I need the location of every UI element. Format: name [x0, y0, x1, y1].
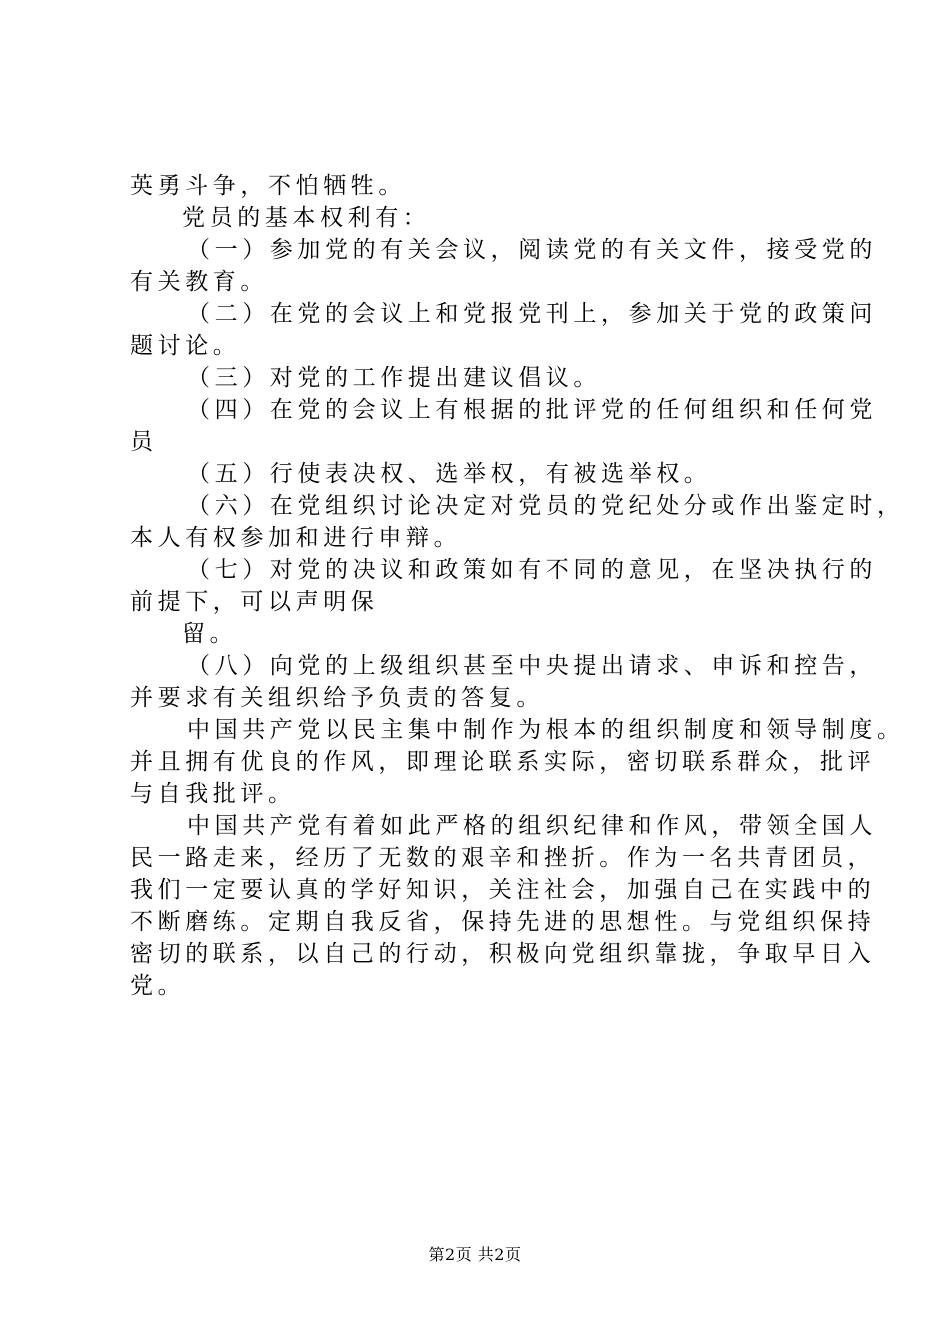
- text-line: 英勇斗争，不怕牺牲。: [130, 173, 406, 199]
- text-line: 党员的基本权利有：: [182, 205, 431, 231]
- text-line: 与自我批评。: [130, 781, 296, 807]
- text-line: （二）在党的会议上和党报党刊上，参加关于党的政策问: [187, 301, 877, 327]
- text-line: 本人有权参加和进行申辩。: [130, 525, 462, 551]
- text-line: 中国共产党以民主集中制作为根本的组织制度和领导制度。: [187, 717, 905, 743]
- text-line: （一）参加党的有关会议，阅读党的有关文件，接受党的: [187, 237, 877, 263]
- text-line: 密切的联系，以自己的行动，积极向党组织靠拢，争取早日入: [130, 941, 876, 967]
- text-line: （四）在党的会议上有根据的批评党的任何组织和任何党: [187, 397, 877, 423]
- text-line: 不断磨练。定期自我反省，保持先进的思想性。与党组织保持: [130, 909, 876, 935]
- text-line: 题讨论。: [130, 333, 241, 359]
- document-body: [130, 170, 905, 1002]
- text-line: 我们一定要认真的学好知识，关注社会，加强自己在实践中的: [130, 877, 876, 903]
- text-line: （八）向党的上级组织甚至中央提出请求、申诉和控告，: [187, 653, 877, 679]
- text-line: 留。: [182, 621, 238, 647]
- text-line: （五）行使表决权、选举权，有被选举权。: [187, 461, 712, 487]
- text-line: （三）对党的工作提出建议倡议。: [187, 365, 601, 391]
- text-line: （六）在党组织讨论决定对党员的党纪处分或作出鉴定时，: [187, 493, 905, 519]
- text-line: 前提下，可以声明保: [130, 589, 379, 615]
- text-line: 有关教育。: [130, 269, 268, 295]
- page-footer: 第2页 共2页: [428, 1245, 522, 1264]
- text-line: （七）对党的决议和政策如有不同的意见，在坚决执行的: [187, 557, 877, 583]
- text-line: 并要求有关组织给予负责的答复。: [130, 685, 544, 711]
- text-line: 党。: [130, 973, 186, 999]
- text-line: 并且拥有优良的作风，即理论联系实际，密切联系群众，批评: [130, 749, 876, 775]
- text-line: 中国共产党有着如此严格的组织纪律和作风，带领全国人: [187, 813, 877, 839]
- text-line: 员: [130, 429, 158, 455]
- text-line: 民一路走来，经历了无数的艰辛和挫折。作为一名共青团员，: [130, 845, 876, 871]
